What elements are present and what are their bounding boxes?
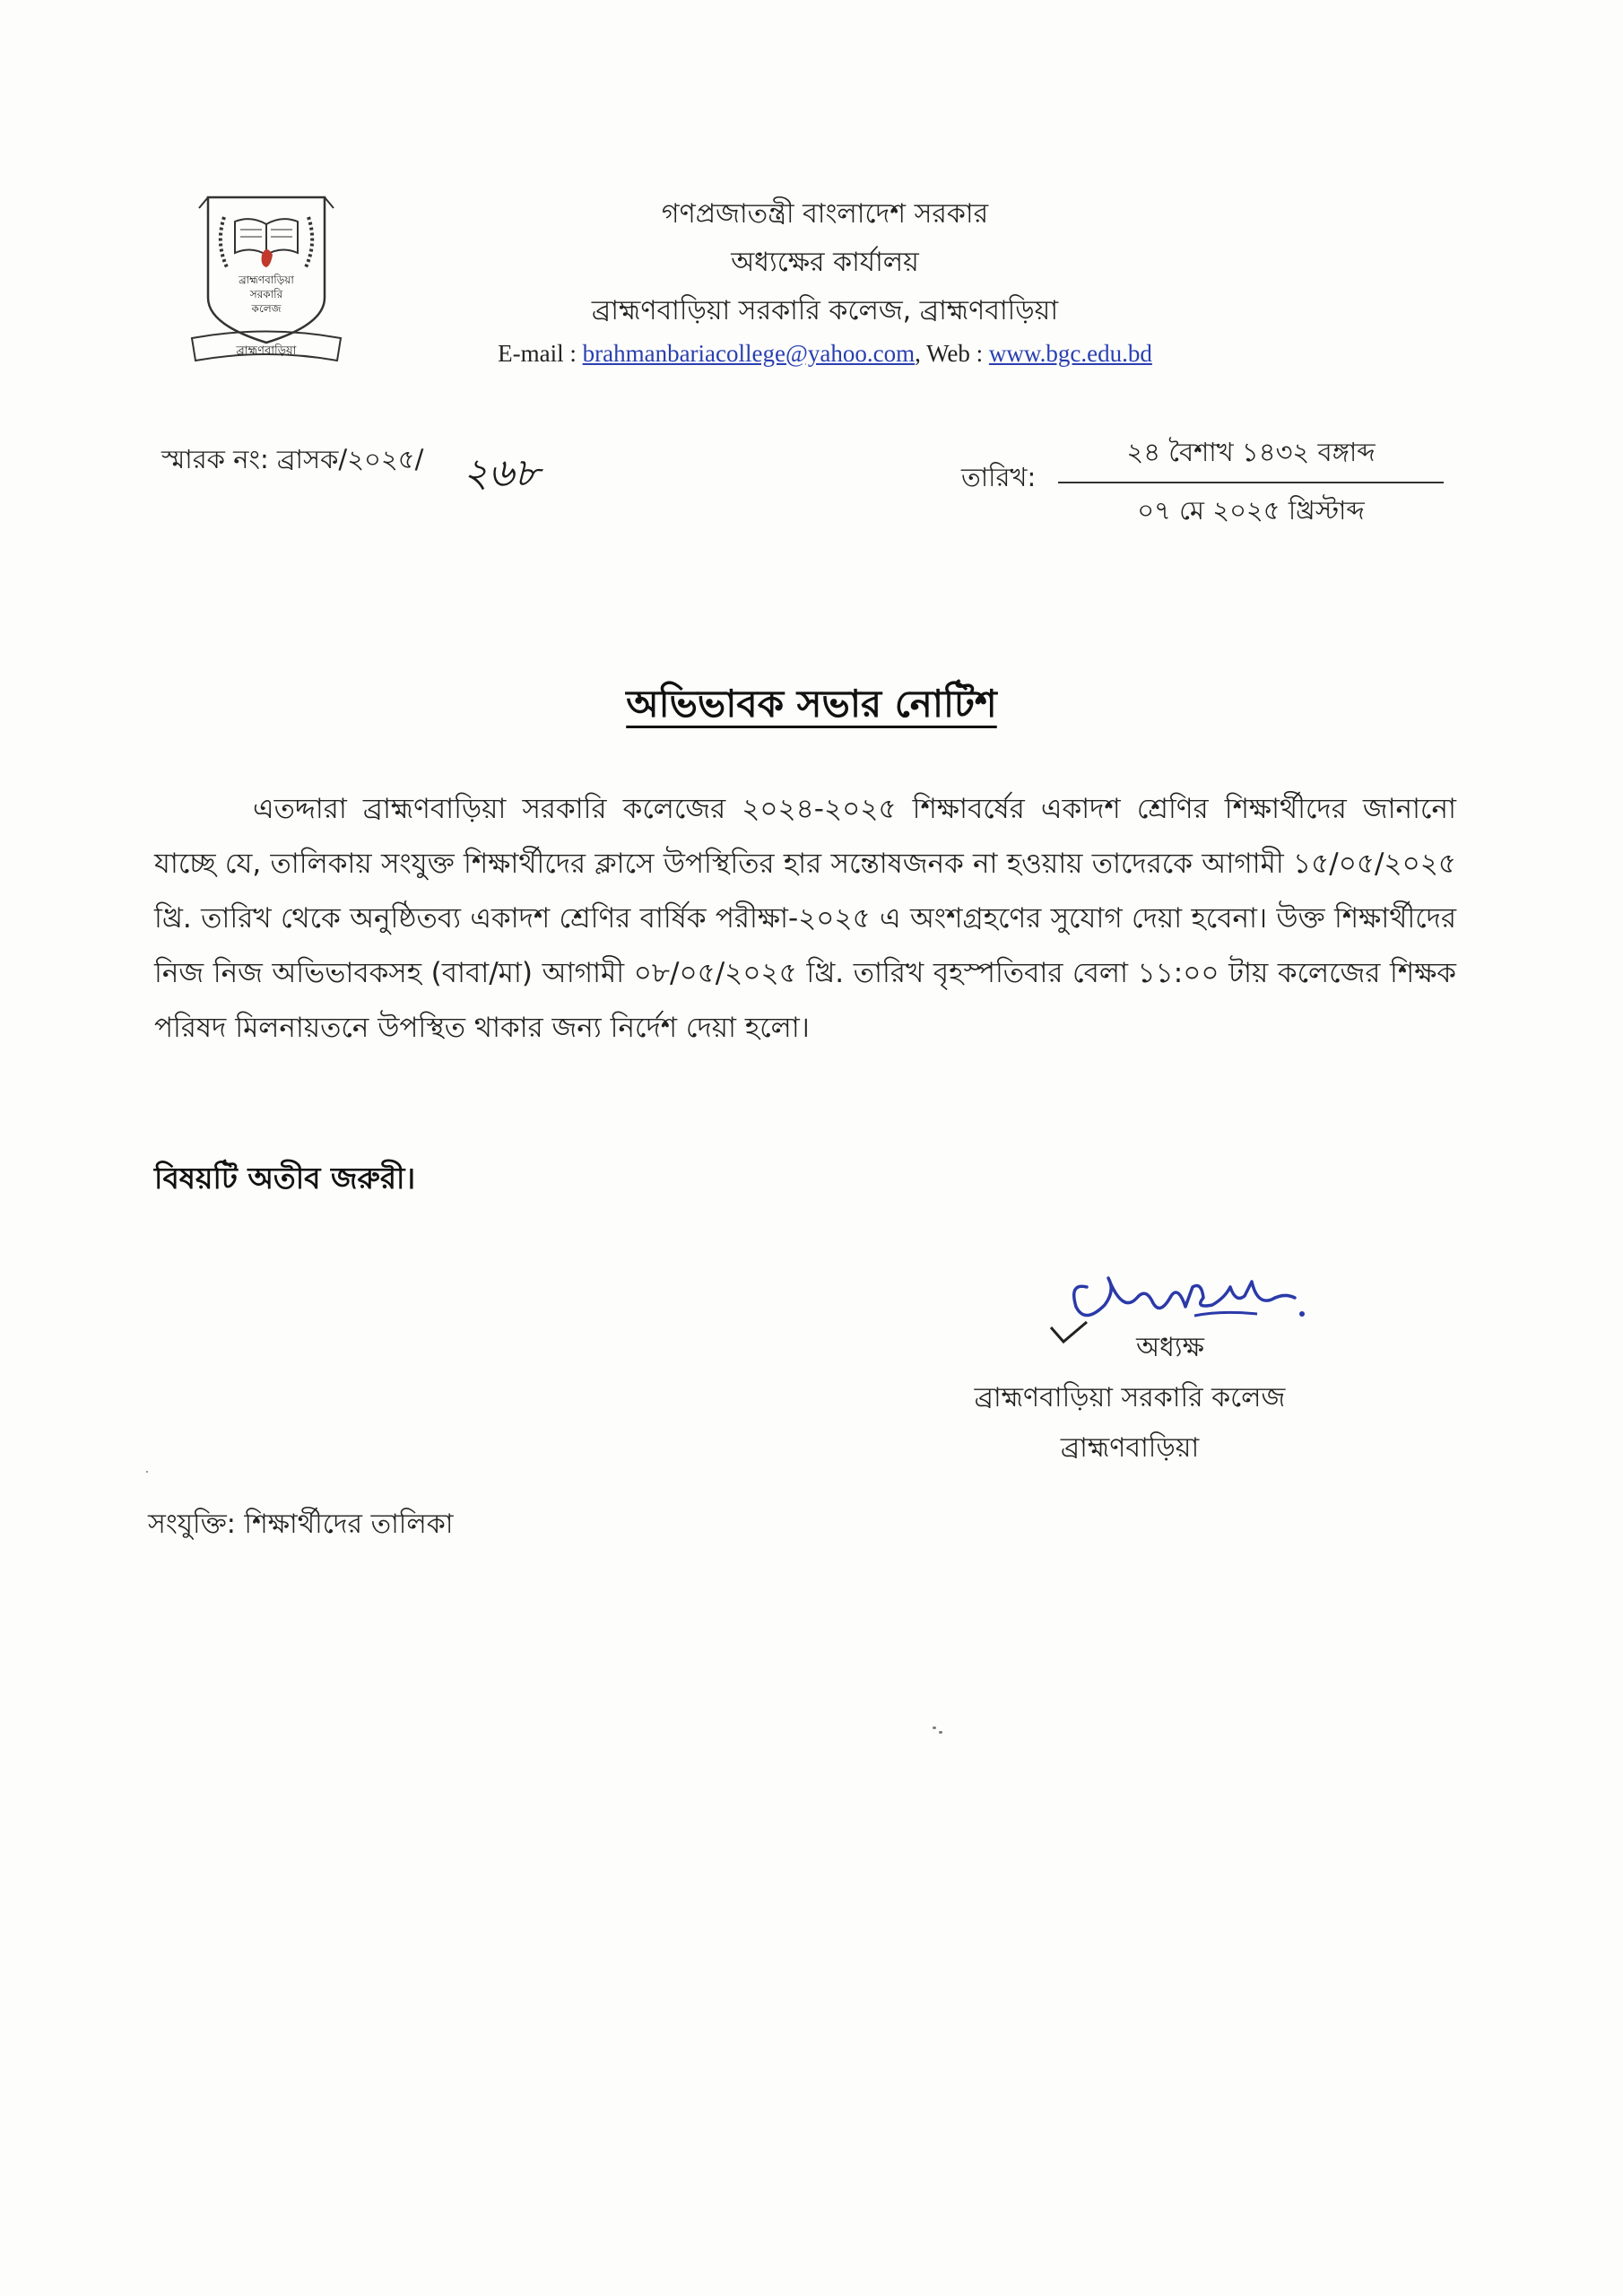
urgent-note: বিষয়টি অতীব জরুরী। xyxy=(154,1161,416,1196)
handwritten-memo-number xyxy=(459,445,567,499)
office-name: অধ্যক্ষের কার্যালয় xyxy=(731,247,919,278)
memo-label: স্মারক নং: ব্রাসক/২০২৫/ xyxy=(161,444,424,474)
notice-title: অভিভাবক সভার নোটিশ xyxy=(626,682,997,726)
contact-line xyxy=(377,335,1273,371)
signatory-institution: ব্রাহ্মণবাড়িয়া সরকারি কলেজ xyxy=(974,1382,1286,1413)
date-bengali: ২৪ বৈশাখ ১৪৩২ বঙ্গাব্দ xyxy=(1058,432,1444,483)
college-logo-icon xyxy=(190,190,343,374)
college-name: ব্রাহ্মণবাড়িয়া সরকারি কলেজ, ব্রাহ্মণবাড়িয়া xyxy=(591,295,1059,326)
letterhead xyxy=(377,190,1273,371)
signatory-block xyxy=(933,1323,1327,1474)
memo-number xyxy=(161,439,423,483)
notice-body: এতদ্দারা ব্রাহ্মণবাড়িয়া সরকারি কলেজের ২০২৪-২০২৫ শিক্ষাবর্ষের একাদশ শ্রেণির শিক্ষার্থীদের জানানো যাচ্ছে যে, তালিকায় সংযুক্ত শিক্ষার্থীদের ক্লাসে উপস্থিতির হার সন্তোষজনক না হওয়ায় তাদেরকে আগামী ১৫/০৫/২০২৫ খ্রি. তারিখ থেকে অনুষ্ঠিতব্য একাদশ শ্রেণির বার্ষিক পরীক্ষা-২০২৫ এ অংশগ্রহণের সুযোগ দেয়া হবেনা। উক্ত শিক্ষার্থীদের নিজ নিজ অভিভাবকসহ (বাবা/মা) আগামী ০৮/০৫/২০২৫ খ্রি. তারিখ বৃহস্পতিবার বেলা ১১:০০ টায় কলেজের শিক্ষক পরিষদ মিলনায়তনে উপস্থিত থাকার জন্য নির্দেশ দেয়া হলো। xyxy=(154,793,1456,1044)
date-block xyxy=(1058,432,1444,535)
attachment-note: সংযুক্তি: শিক্ষার্থীদের তালিকা xyxy=(148,1509,454,1540)
scan-speck xyxy=(146,1471,148,1473)
email-label: E-mail : xyxy=(498,340,583,367)
svg-text:কলেজ: কলেজ xyxy=(251,302,282,315)
date-label: তারিখ: xyxy=(961,462,1037,492)
svg-text:২৬৮: ২৬৮ xyxy=(463,450,540,496)
government-name: গণপ্রজাতন্ত্রী বাংলাদেশ সরকার xyxy=(661,198,989,230)
signatory-role: অধ্যক্ষ xyxy=(1136,1332,1204,1363)
signatory-place: ব্রাহ্মণবাড়িয়া xyxy=(1060,1432,1200,1464)
web-label: , Web : xyxy=(915,340,989,367)
website-link[interactable]: www.bgc.edu.bd xyxy=(988,340,1152,367)
scan-speck xyxy=(939,1731,942,1734)
scan-speck xyxy=(933,1726,936,1729)
email-link[interactable]: brahmanbariacollege@yahoo.com xyxy=(582,340,916,367)
svg-text:ব্রাহ্মণবাড়িয়া: ব্রাহ্মণবাড়িয়া xyxy=(239,274,294,286)
svg-text:সরকারি: সরকারি xyxy=(249,288,283,300)
svg-text:ব্রাহ্মণবাড়িয়া: ব্রাহ্মণবাড়িয়া xyxy=(236,344,297,358)
date-gregorian: ০৭ মে ২০২৫ খ্রিস্টাব্দ xyxy=(1137,495,1365,526)
